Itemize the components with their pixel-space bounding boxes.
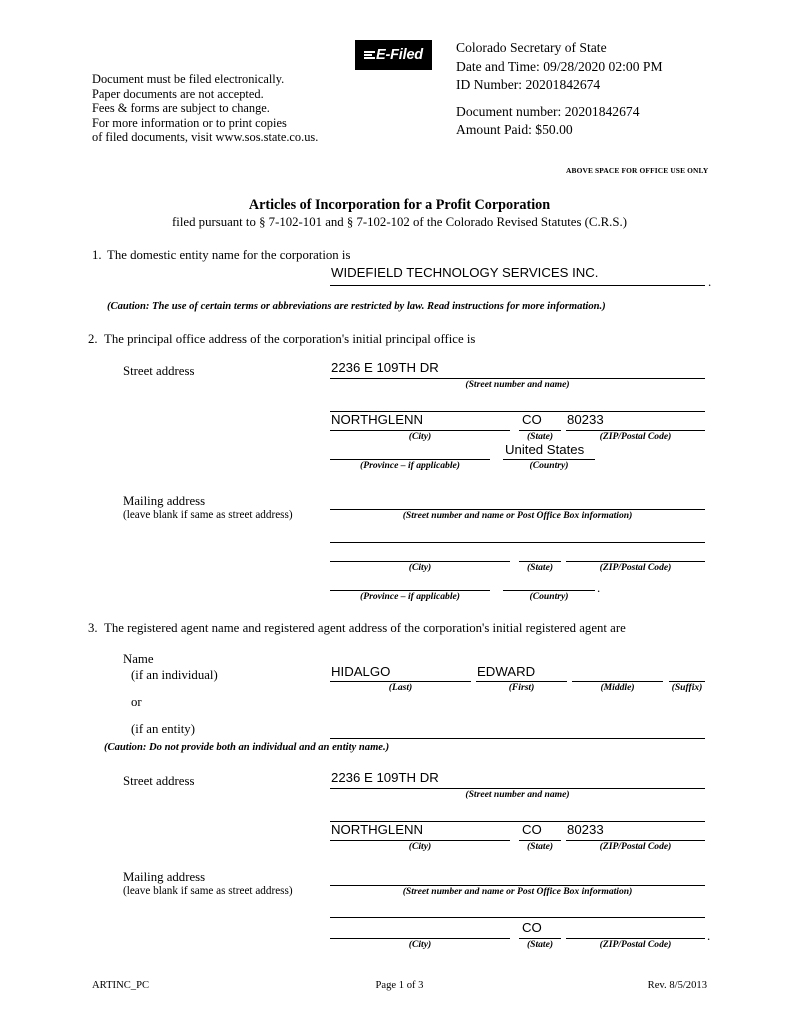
principal-mailing-city-caption: (City): [408, 562, 432, 573]
agent-city-value[interactable]: NORTHGLENN: [331, 822, 424, 837]
agent-state-caption: (State): [526, 841, 554, 852]
principal-country-value[interactable]: United States: [505, 442, 585, 457]
section-1-number: 1.: [92, 248, 102, 262]
principal-mailing-address-note: (leave blank if same as street address): [123, 509, 293, 521]
e-filed-stamp-icon: [355, 40, 432, 70]
principal-mailing-address-title: Mailing address: [123, 494, 206, 508]
principal-mailing-address-label: [123, 494, 293, 521]
agent-middle-name-caption: (Middle): [600, 682, 635, 693]
section-1-caution: (Caution: The use of certain terms or abbreviations are restricted by law. Read instructions for more information.): [107, 301, 606, 312]
office-use-note: ABOVE SPACE FOR OFFICE USE ONLY: [566, 166, 709, 175]
section-3-number: 3.: [88, 621, 98, 635]
speed-lines-icon: [364, 51, 375, 59]
agent-name-individual-note: (if an individual): [131, 668, 218, 682]
filing-instructions: [92, 72, 362, 145]
agent-mailing-street-caption: (Street number and name or Post Office Box information): [402, 886, 633, 897]
instruction-line: of filed documents, visit www.sos.state.co.us.: [92, 130, 319, 145]
agent-mailing-line2-rule: [330, 917, 705, 918]
agent-first-name-caption: (First): [508, 682, 535, 693]
agent-mailing-state-value[interactable]: CO: [522, 920, 542, 935]
principal-mailing-zip-caption: (ZIP/Postal Code): [599, 562, 672, 573]
agent-zip-value[interactable]: 80233: [567, 822, 604, 837]
footer-page-number: Page 1 of 3: [375, 980, 424, 991]
agent-mailing-state-caption: (State): [526, 939, 554, 950]
agent-suffix-caption: (Suffix): [671, 682, 703, 693]
footer-form-code: ARTINC_PC: [92, 980, 150, 991]
principal-street-value[interactable]: 2236 E 109TH DR: [331, 360, 439, 375]
filing-stamp-details: [456, 39, 663, 140]
principal-city-value[interactable]: NORTHGLENN: [331, 412, 424, 427]
principal-mailing-line2-rule: [330, 542, 705, 543]
principal-state-caption: (State): [526, 431, 554, 442]
agent-entity-name-rule: [330, 738, 705, 739]
agent-street-address-label: Street address: [123, 774, 195, 788]
page-title: Articles of Incorporation for a Profit Corporation: [248, 197, 551, 213]
agent-entity-note: (if an entity): [131, 722, 195, 736]
amount-paid: Amount Paid: $50.00: [456, 122, 573, 138]
footer-revision: Rev. 8/5/2013: [647, 980, 707, 991]
entity-name-rule: [330, 285, 705, 286]
agent-street-caption: (Street number and name): [465, 789, 570, 800]
principal-zip-caption: (ZIP/Postal Code): [599, 431, 672, 442]
agent-first-name-value[interactable]: EDWARD: [477, 664, 536, 679]
section-3-prompt: The registered agent name and registered agent address of the corporation's initial registered agent are: [104, 621, 626, 635]
principal-mailing-province-caption: (Province – if applicable): [360, 591, 460, 602]
principal-zip-value[interactable]: 80233: [567, 412, 604, 427]
agent-name-or-label: or: [131, 695, 142, 709]
principal-mailing-period: .: [597, 580, 601, 595]
entity-name-value[interactable]: WIDEFIELD TECHNOLOGY SERVICES INC.: [331, 265, 599, 280]
instruction-line: Paper documents are not accepted.: [92, 86, 264, 101]
section-3-caution: (Caution: Do not provide both an individual and an entity name.): [104, 742, 390, 753]
agent-state-value[interactable]: CO: [522, 822, 542, 837]
e-filed-label: E-Filed: [376, 47, 423, 63]
agent-mailing-zip-caption: (ZIP/Postal Code): [599, 939, 672, 950]
agent-last-name-value[interactable]: HIDALGO: [331, 664, 391, 679]
principal-country-caption: (Country): [529, 460, 569, 471]
agency-name: Colorado Secretary of State: [456, 40, 607, 55]
section-2-prompt: The principal office address of the corporation's initial principal office is: [104, 332, 476, 346]
agent-last-name-caption: (Last): [388, 682, 413, 693]
principal-mailing-country-caption: (Country): [529, 591, 569, 602]
principal-state-value[interactable]: CO: [522, 412, 542, 427]
entity-name-period: .: [708, 274, 712, 289]
agent-mailing-address-label: [123, 870, 293, 897]
filing-id-number: ID Number: 20201842674: [456, 77, 601, 93]
agent-city-caption: (City): [408, 841, 432, 852]
agent-name-label: [123, 652, 154, 667]
section-2-number: 2.: [88, 332, 98, 346]
agent-zip-caption: (ZIP/Postal Code): [599, 841, 672, 852]
principal-mailing-state-caption: (State): [526, 562, 554, 573]
principal-city-caption: (City): [408, 431, 432, 442]
instruction-line: Fees & forms are subject to change.: [92, 101, 270, 116]
document-number: Document number: 20201842674: [456, 103, 640, 119]
agent-mailing-period: .: [707, 928, 711, 943]
section-1-prompt: The domestic entity name for the corporation is: [107, 248, 351, 262]
agent-name-title: Name: [123, 652, 154, 666]
principal-street-address-label: Street address: [123, 364, 195, 378]
instruction-line: For more information or to print copies: [92, 115, 287, 130]
page-subtitle: filed pursuant to § 7-102-101 and § 7-102-102 of the Colorado Revised Statutes (C.R.S.): [172, 215, 627, 229]
agent-mailing-city-caption: (City): [408, 939, 432, 950]
agent-mailing-address-note: (leave blank if same as street address): [123, 885, 293, 897]
principal-street-caption: (Street number and name): [465, 379, 570, 390]
principal-province-caption: (Province – if applicable): [360, 460, 460, 471]
agent-mailing-address-title: Mailing address: [123, 870, 206, 884]
principal-mailing-street-caption: (Street number and name or Post Office Box information): [402, 510, 633, 521]
instruction-line: Document must be filed electronically.: [92, 72, 285, 86]
agent-street-value[interactable]: 2236 E 109TH DR: [331, 770, 439, 785]
filing-date-time: Date and Time: 09/28/2020 02:00 PM: [456, 58, 663, 74]
